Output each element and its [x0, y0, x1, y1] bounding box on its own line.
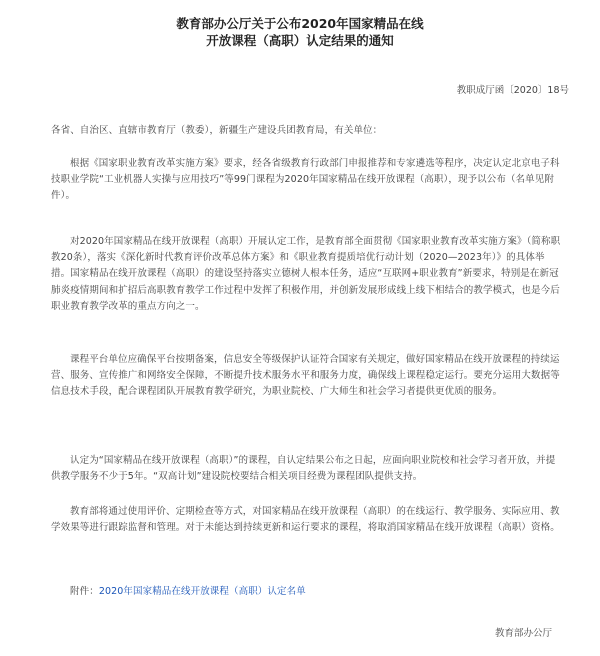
signature: 教育部办公厅	[494, 628, 552, 639]
document-number: 教职成厅函〔2020〕18号	[456, 85, 569, 96]
attachment-line	[51, 584, 561, 600]
paragraph-5: 教育部将通过使用评价、定期检查等方式，对国家精品在线开放课程（高职）的在线运行、教学服务、实际应用、教学效果等进行跟踪监督和管理。对于未能达到持续更新和运行要求的课程，将取消国家精品在线开放课程（高职）资格。	[51, 506, 560, 534]
paragraph-4: 认定为“国家精品在线开放课程（高职）”的课程，自认定结果公布之日起，应面向职业院校和社会学习者开放，并提供教学服务不少于5年。“双高计划”建设院校要结合相关项目经费为课程团队提供支持。	[51, 455, 556, 483]
title-line-2: 开放课程（高职）认定结果的通知	[206, 33, 394, 48]
title-line-1: 教育部办公厅关于公布2020年国家精品在线	[176, 16, 424, 31]
paragraph-1: 根据《国家职业教育改革实施方案》要求，经各省级教育行政部门申报推荐和专家遴选等程序，决定认定北京电子科技职业学院“工业机器人实操与应用技巧”等99门课程为2020年国家精品在线开放课程（高职），现予以公布（名单见附件）。	[51, 158, 560, 202]
salutation: 各省、自治区、直辖市教育厅（教委），新疆生产建设兵团教育局，有关单位：	[51, 125, 383, 136]
paragraph-3: 课程平台单位应确保平台按期备案，信息安全等级保护认证符合国家有关规定，做好国家精品在线开放课程的持续运营、服务、宣传推广和网络安全保障，不断提升技术服务水平和服务力度，确保线上课程稳定运行。要充分运用大数据等信息技术手段，配合课程团队开展教育教学研究，为职业院校、广大师生和社会学习者提供更优质的服务。	[51, 354, 560, 398]
document-title	[0, 15, 600, 49]
paragraph-2: 对2020年国家精品在线开放课程（高职）开展认定工作，是教育部全面贯彻《国家职业教育改革实施方案》（简称职教20条），落实《深化新时代教育评价改革总体方案》和《职业教育提质培优行动计划（2020—2023年）》的具体举措。国家精品在线开放课程（高职）的建设坚持落实立德树人根本任务，适应“互联网+职业教育”新要求，特别是在新冠肺炎疫情期间和扩招后高职教育教学工作过程中发挥了积极作用，并创新发展形成线上线下相结合的教学模式，也是今后职业教育教学改革的重点方向之一。	[51, 236, 561, 312]
attachment-link[interactable]: 2020年国家精品在线开放课程（高职）认定名单	[98, 586, 306, 597]
attachment-prefix: 附件：	[70, 586, 99, 597]
